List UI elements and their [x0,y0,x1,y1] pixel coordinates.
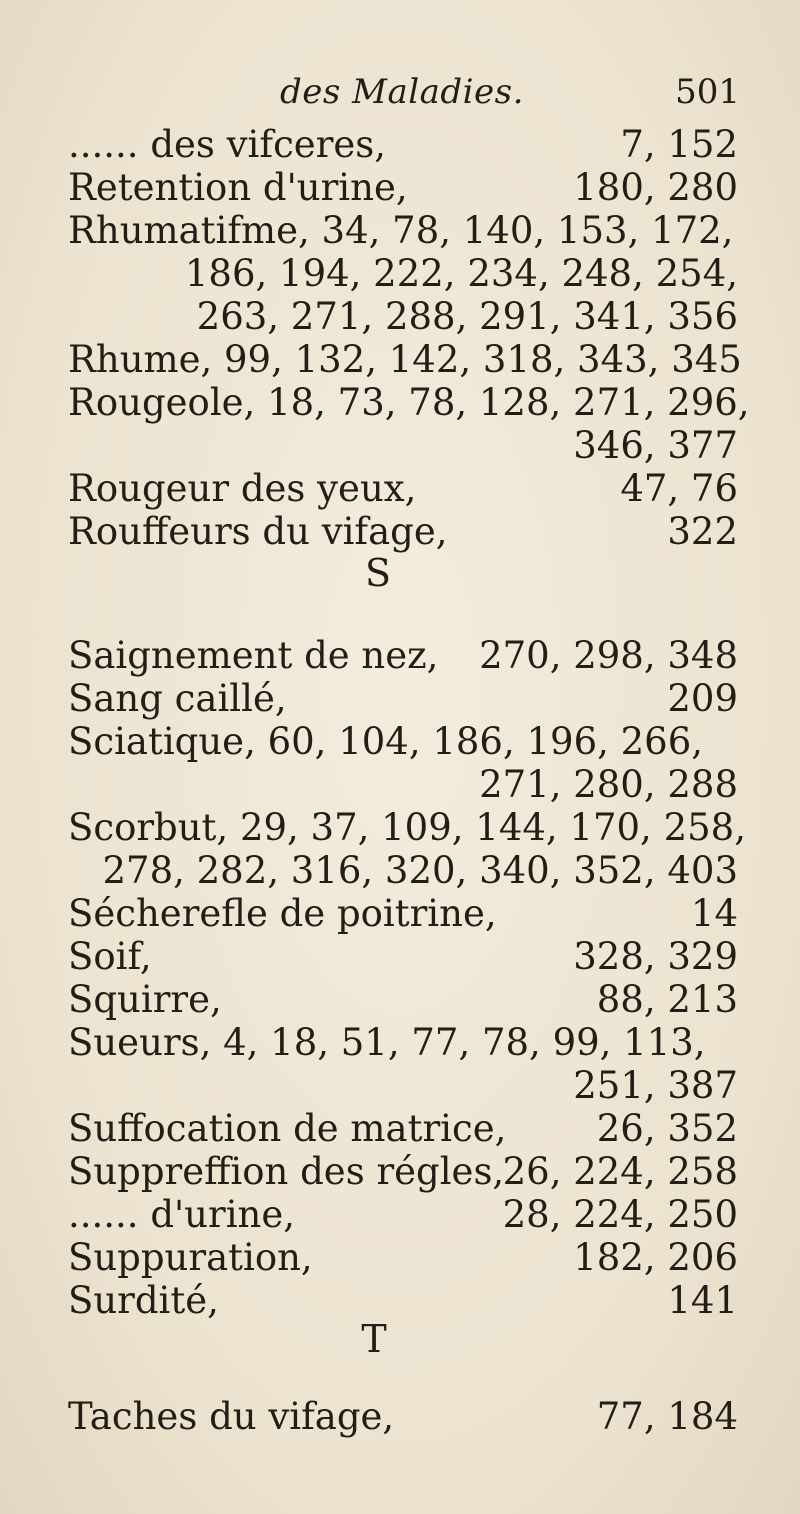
entry-term: Rougeur des yeux, [68,467,417,510]
entry-term: Rhume, 99, 132, 142, 318, 343, 345 [68,338,742,381]
entry-pages: 180, 280 [573,166,738,209]
entry-pages: 77, 184 [596,1395,738,1438]
entry-term: Sueurs, 4, 18, 51, 77, 78, 99, 113, [68,1021,706,1064]
entry-pages: 346, 377 [573,424,738,467]
entry-pages: 28, 224, 250 [502,1193,738,1236]
entry-term: Squirre, [68,978,222,1021]
running-title: des Maladies. [280,72,524,112]
entry-pages: 263, 271, 288, 291, 341, 356 [196,295,738,338]
entry-term: Rougeole, 18, 73, 78, 128, 271, 296, [68,381,750,424]
entry-pages: 271, 280, 288 [479,763,738,806]
entry-pages: 7, 152 [620,123,738,166]
entry-term: Scorbut, 29, 37, 109, 144, 170, 258, [68,806,746,849]
page-number: 501 [675,72,740,112]
entry-pages: 182, 206 [573,1236,738,1279]
entry-pages: 26, 352 [596,1107,738,1150]
entry-term: Rhumatifme, 34, 78, 140, 153, 172, [68,209,734,252]
entry-pages: 328, 329 [573,935,738,978]
entry-term: Sciatique, 60, 104, 186, 196, 266, [68,720,704,763]
entry-term: Suppreffion des régles, [68,1150,505,1193]
entry-pages: 14 [690,892,738,935]
entry-pages: 322 [667,510,738,553]
entry-pages: 270, 298, 348 [479,634,738,677]
entry-term: Taches du vifage, [68,1395,395,1438]
page-header [70,72,740,122]
entry-term: Retention d'urine, [68,166,408,209]
entry-pages: 251, 387 [573,1064,738,1107]
entry-term: Sécherefle de poitrine, [68,892,497,935]
entry-term: Sang caillé, [68,677,287,720]
entry-pages: 209 [667,677,738,720]
entry-term: Saignement de nez, [68,634,439,677]
entry-term: Suffocation de matrice, [68,1107,507,1150]
entry-pages: 88, 213 [596,978,738,1021]
entry-term: ...... d'urine, [68,1193,296,1236]
entry-term: Surdité, [68,1279,219,1322]
entry-pages: 186, 194, 222, 234, 248, 254, [184,252,738,295]
entry-term: ...... des vifceres, [68,123,387,166]
entry-term: Rouffeurs du vifage, [68,510,448,553]
entry-pages: 47, 76 [620,467,738,510]
entry-pages: 26, 224, 258 [502,1150,738,1193]
section-letter-s: S [364,551,392,595]
entry-term: Soif, [68,935,152,978]
entry-pages: 141 [667,1279,738,1322]
section-letter-t: T [361,1317,387,1361]
entry-term: Suppuration, [68,1236,313,1279]
entry-pages: 278, 282, 316, 320, 340, 352, 403 [102,849,738,892]
